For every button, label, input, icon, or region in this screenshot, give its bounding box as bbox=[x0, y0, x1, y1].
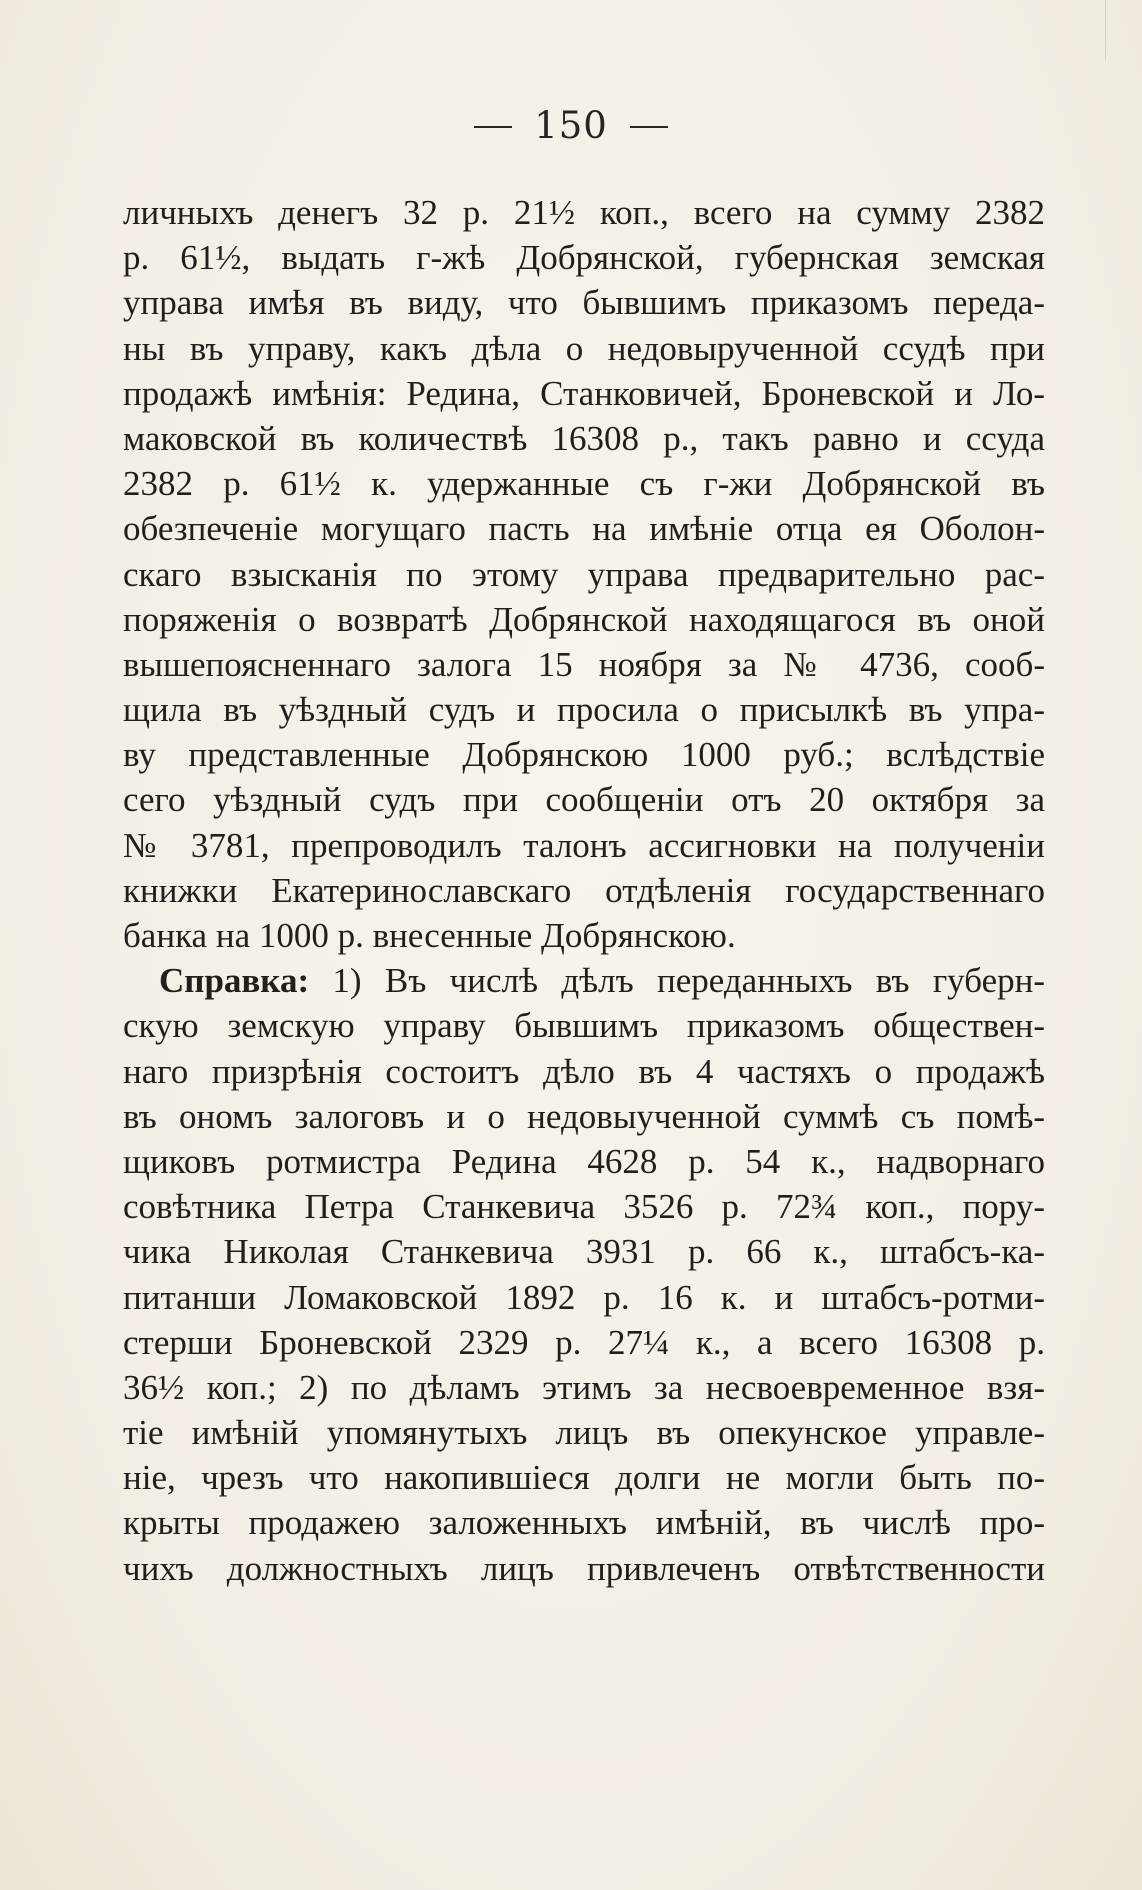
text-line: № 3781, препроводилъ талонъ ассигновки на полученіи bbox=[123, 825, 1045, 865]
text-line: управа имѣя въ виду, что бывшимъ приказомъ переда- bbox=[123, 283, 1045, 323]
text-line: 36½ коп.; 2) по дѣламъ этимъ за несвоевременное взя- bbox=[123, 1367, 1045, 1407]
text-line: чика Николая Станкевича 3931 р. 66 к., штабсъ-ка- bbox=[123, 1232, 1045, 1272]
page-edge-mark bbox=[1105, 0, 1106, 60]
text-line: совѣтника Петра Станкевича 3526 р. 72¾ коп., пору- bbox=[123, 1187, 1045, 1227]
text-line: чихъ должностныхъ лицъ привлеченъ отвѣтственности bbox=[123, 1548, 1045, 1588]
text-line: вышепоясненнаго залога 15 ноября за № 4736, сооб- bbox=[123, 644, 1045, 684]
text-line: поряженія о возвратѣ Добрянской находящагося въ оной bbox=[123, 599, 1045, 639]
page-number: 150 bbox=[534, 104, 608, 147]
text-line: крыты продажею заложенныхъ имѣній, въ числѣ про- bbox=[123, 1503, 1045, 1543]
text-line: питанши Ломаковской 1892 р. 16 к. и штабсъ-ротми- bbox=[123, 1277, 1045, 1317]
body-text bbox=[123, 190, 1045, 1591]
text-line: щила въ уѣздный судъ и просила о присылкѣ въ упра- bbox=[123, 690, 1045, 730]
text-line: продажѣ имѣнія: Редина, Станковичей, Броневской и Ло- bbox=[123, 373, 1045, 413]
text-line: обезпеченіе могущаго пасть на имѣніе отца ея Оболон- bbox=[123, 509, 1045, 549]
text-line: ны въ управу, какъ дѣла о недовырученной ссудѣ при bbox=[123, 328, 1045, 368]
paragraph-2 bbox=[123, 958, 1045, 1591]
spravka-first-line-text: 1) Въ числѣ дѣлъ переданныхъ въ губерн- bbox=[309, 961, 1045, 1001]
text-line: щиковъ ротмистра Редина 4628 р. 54 к., надворнаго bbox=[123, 1141, 1045, 1181]
text-line bbox=[123, 958, 1045, 1003]
paragraph-1 bbox=[123, 190, 1045, 958]
page-header bbox=[0, 104, 1142, 147]
text-line: ву представленные Добрянскою 1000 руб.; вслѣдствіе bbox=[123, 735, 1045, 775]
text-line: сего уѣздный судъ при сообщеніи отъ 20 октября за bbox=[123, 780, 1045, 820]
text-line: банка на 1000 р. внесенные Добрянскою. bbox=[123, 916, 736, 955]
text-line: книжки Екатеринославскаго отдѣленія государственнаго bbox=[123, 870, 1045, 910]
text-line: наго призрѣнія состоитъ дѣло въ 4 частяхъ о продажѣ bbox=[123, 1051, 1045, 1091]
header-dash-right bbox=[630, 126, 668, 128]
text-line: р. 61½, выдать г-жѣ Добрянской, губернская земская bbox=[123, 238, 1045, 278]
text-line: ніе, чрезъ что накопившіеся долги не могли быть по- bbox=[123, 1458, 1045, 1498]
text-line: скую земскую управу бывшимъ приказомъ обществен- bbox=[123, 1006, 1045, 1046]
text-line: стерши Броневской 2329 р. 27¼ к., а всего 16308 р. bbox=[123, 1322, 1045, 1362]
text-line: скаго взысканія по этому управа предварительно рас- bbox=[123, 554, 1045, 594]
text-line: въ ономъ залоговъ и о недовыученной суммѣ съ помѣ- bbox=[123, 1096, 1045, 1136]
text-line: маковской въ количествѣ 16308 р., такъ равно и ссуда bbox=[123, 418, 1045, 458]
spravka-label: Справка: bbox=[159, 961, 310, 1001]
text-line: тіе имѣній упомянутыхъ лицъ въ опекунское управле- bbox=[123, 1413, 1045, 1453]
text-line: 2382 р. 61½ к. удержанные съ г-жи Добрянской въ bbox=[123, 464, 1045, 504]
header-dash-left bbox=[474, 126, 512, 128]
text-line: личныхъ денегъ 32 р. 21½ коп., всего на сумму 2382 bbox=[123, 193, 1045, 232]
